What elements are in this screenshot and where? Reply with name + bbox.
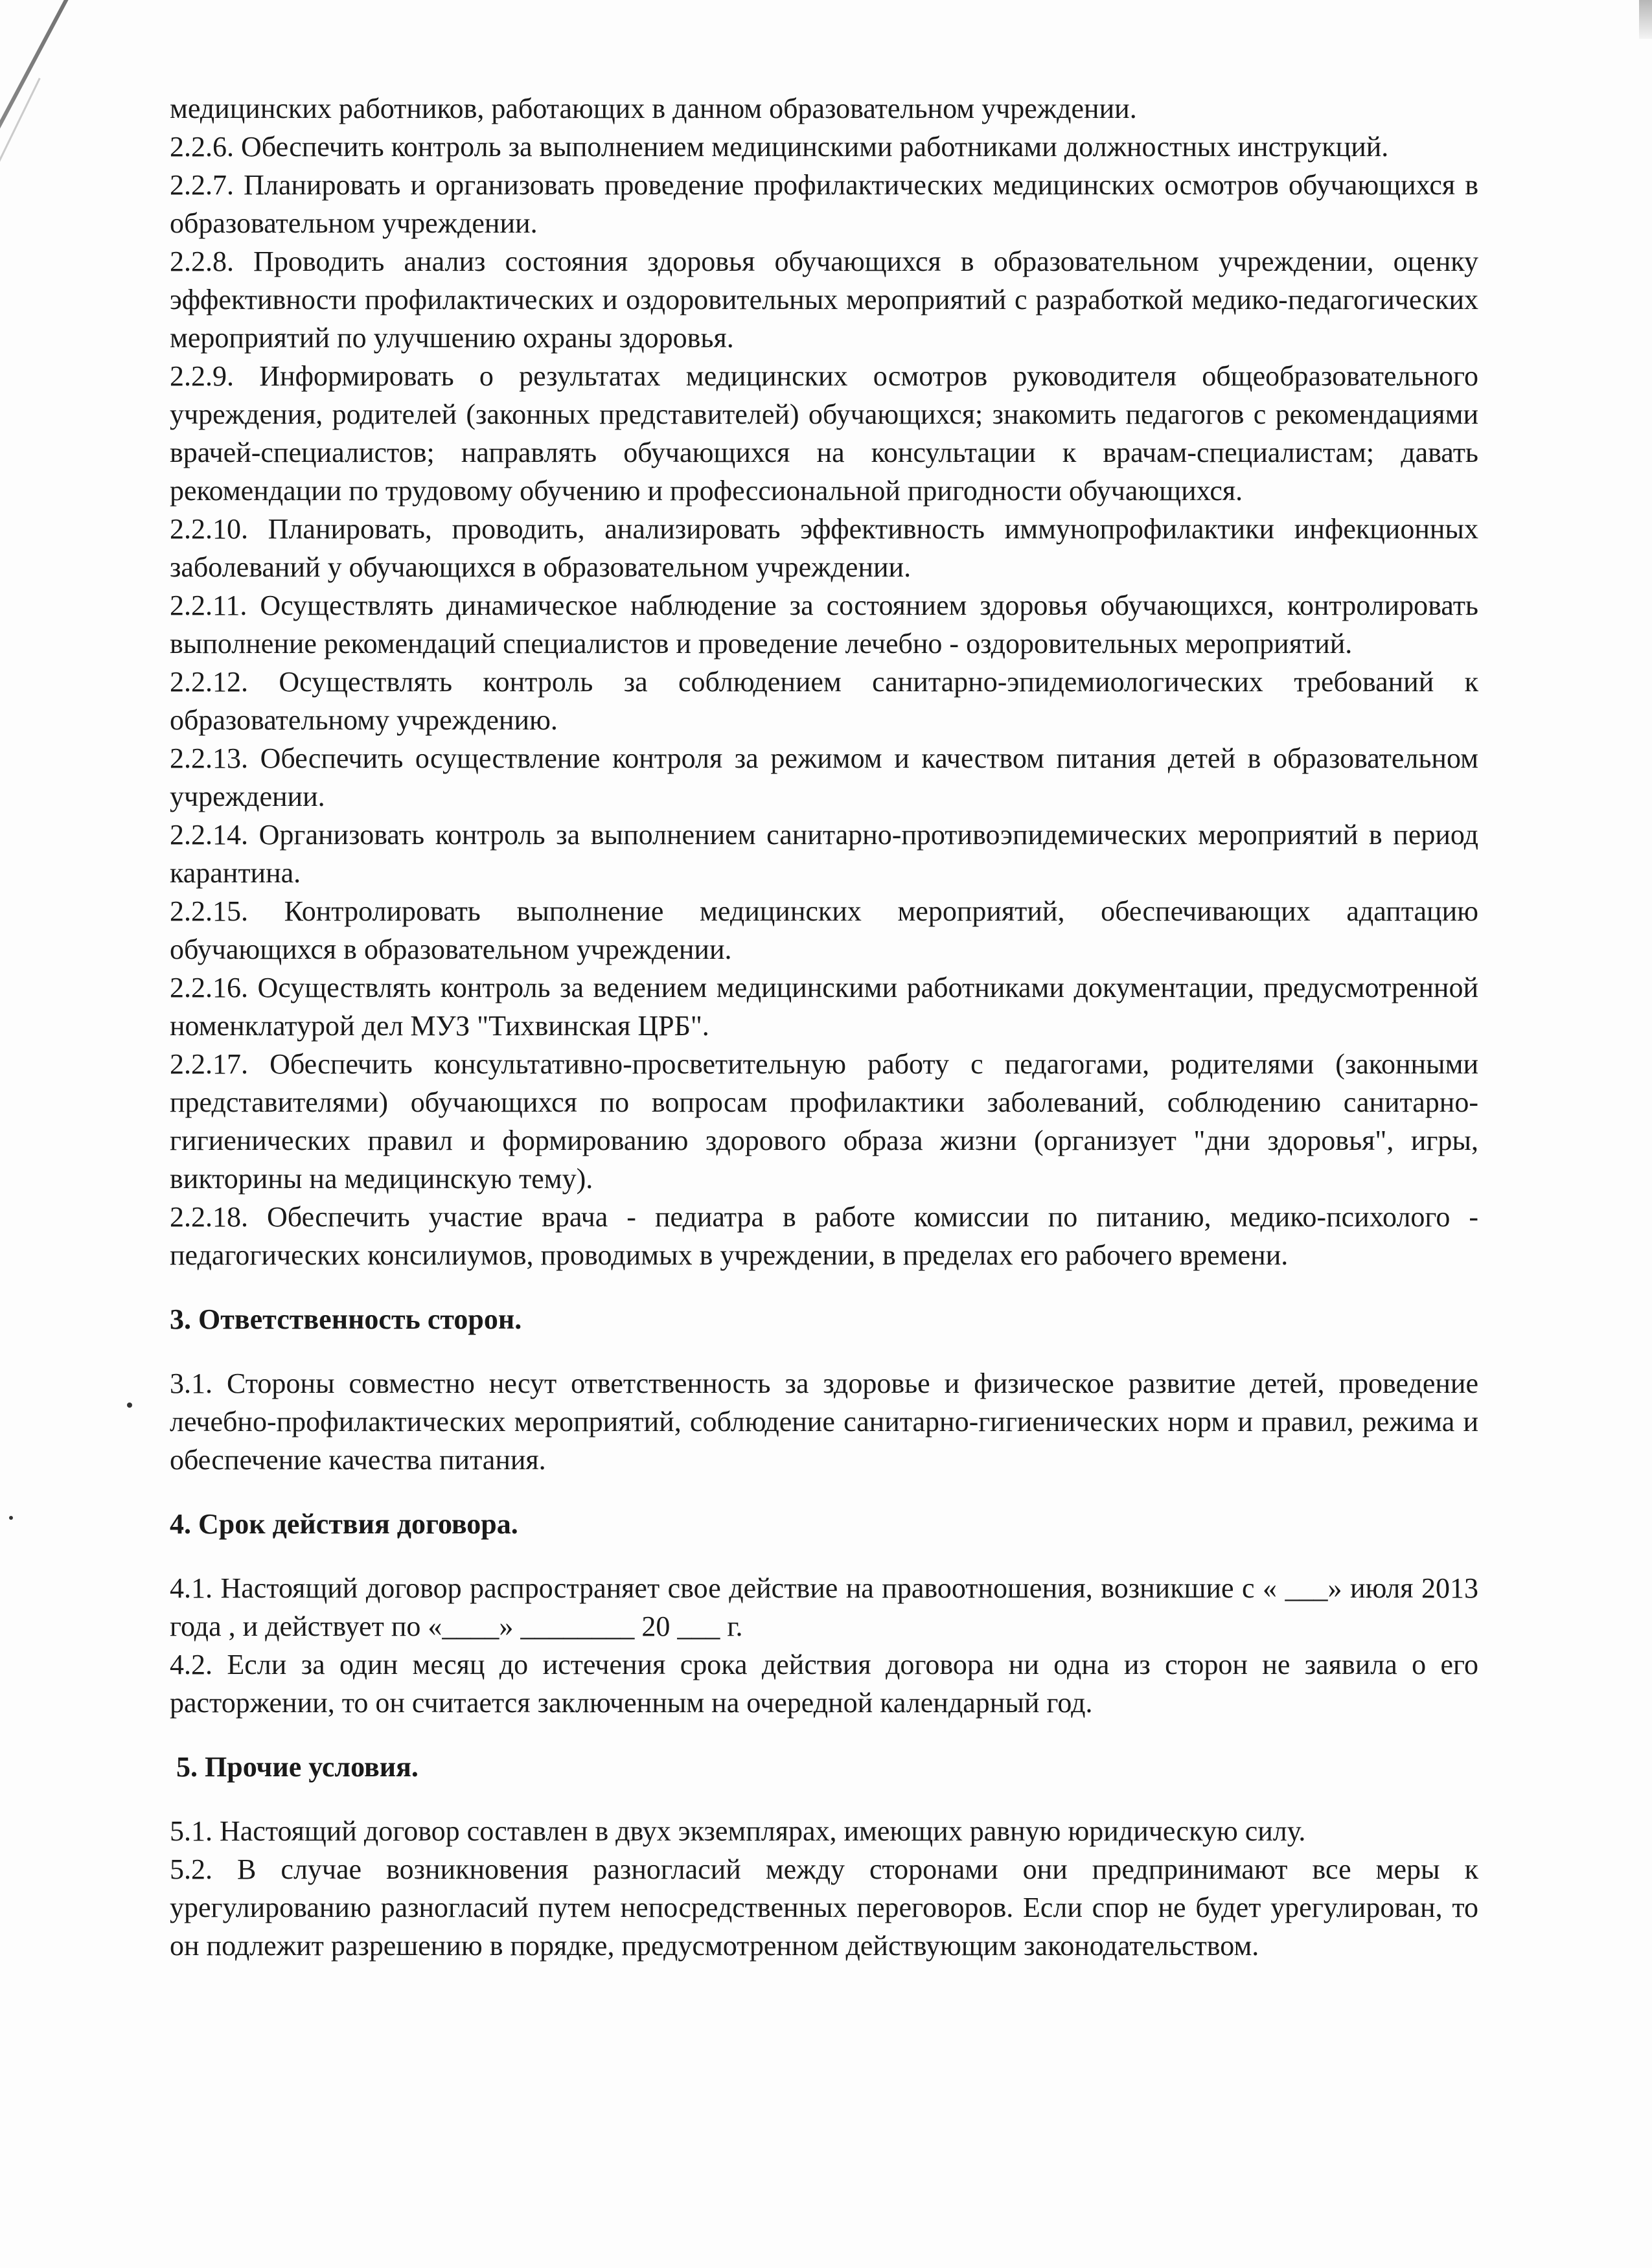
- paragraph: медицинских работников, работающих в данном образовательном учреждении.: [170, 93, 1137, 124]
- document-body: [170, 89, 1478, 1965]
- paragraph: 2.2.17. Обеспечить консультативно-просветительную работу с педагогами, родителями (законными представителями) обучающихся по вопросам профилактики заболеваний, соблюдению санитарно-гигиенических правил и формированию здорового образа жизни (организует "дни здоровья", игры, викторины на медицинскую тему).: [170, 1048, 1478, 1195]
- section-heading: 3. Ответственность сторон.: [170, 1303, 522, 1335]
- scan-speck: [9, 1516, 13, 1520]
- scan-speck: [127, 1403, 132, 1408]
- paragraph: 2.2.7. Планировать и организовать проведение профилактических медицинских осмотров обучающихся в образовательном учреждении.: [170, 169, 1478, 239]
- scan-artifact-right: [1639, 0, 1652, 39]
- section-heading: 5. Прочие условия.: [176, 1751, 419, 1783]
- paragraph: 3.1. Стороны совместно несут ответственность за здоровье и физическое развитие детей, проведение лечебно-профилактических мероприятий, соблюдение санитарно-гигиенических норм и правил, режима и обеспечение качества питания.: [170, 1368, 1478, 1476]
- paragraph: 2.2.9. Информировать о результатах медицинских осмотров руководителя общеобразовательного учреждения, родителей (законных представителей) обучающихся; знакомить педагогов с рекомендациями врачей-специалистов; направлять обучающихся на консультации к врачам-специалистам; давать рекомендации по трудовому обучению и профессиональной пригодности обучающихся.: [170, 360, 1478, 507]
- paragraph: 2.2.13. Обеспечить осуществление контроля за режимом и качеством питания детей в образовательном учреждении.: [170, 742, 1478, 812]
- paragraph: 5.1. Настоящий договор составлен в двух экземплярах, имеющих равную юридическую силу.: [170, 1815, 1306, 1847]
- paragraph: 4.2. Если за один месяц до истечения срока действия договора ни одна из сторон не заявила о его расторжении, то он считается заключенным на очередной календарный год.: [170, 1649, 1478, 1719]
- paragraph: 2.2.16. Осуществлять контроль за ведением медицинскими работниками документации, предусмотренной номенклатурой дел МУЗ "Тихвинская ЦРБ".: [170, 972, 1478, 1042]
- section-heading: 4. Срок действия договора.: [170, 1508, 518, 1540]
- paragraph: 2.2.18. Обеспечить участие врача - педиатра в работе комиссии по питанию, медико-психолого - педагогических консилиумов, проводимых в учреждении, в пределах его рабочего времени.: [170, 1201, 1478, 1271]
- paragraph: 4.1. Настоящий договор распространяет свое действие на правоотношения, возникшие с « ___» июля 2013 года , и действует по «____» ________ 20 ___ г.: [170, 1572, 1478, 1642]
- paragraph: 2.2.11. Осуществлять динамическое наблюдение за состоянием здоровья обучающихся, контролировать выполнение рекомендаций специалистов и проведение лечебно - оздоровительных мероприятий.: [170, 590, 1478, 659]
- paragraph: 2.2.8. Проводить анализ состояния здоровья обучающихся в образовательном учреждении, оценку эффективности профилактических и оздоровительных мероприятий с разработкой медико-педагогических мероприятий по улучшению охраны здоровья.: [170, 246, 1478, 354]
- paragraph: 2.2.15. Контролировать выполнение медицинских мероприятий, обеспечивающих адаптацию обучающихся в образовательном учреждении.: [170, 895, 1478, 965]
- paragraph: 2.2.12. Осуществлять контроль за соблюдением санитарно-эпидемиологических требований к образовательному учреждению.: [170, 666, 1478, 736]
- paragraph: 5.2. В случае возникновения разногласий между сторонами они предпринимают все меры к урегулированию разногласий путем непосредственных переговоров. Если спор не будет урегулирован, то он подлежит разрешению в порядке, предусмотренном действующим законодательством.: [170, 1853, 1478, 1962]
- paragraph: 2.2.6. Обеспечить контроль за выполнением медицинскими работниками должностных инструкций.: [170, 131, 1389, 163]
- paragraph: 2.2.14. Организовать контроль за выполнением санитарно-противоэпидемических мероприятий в период карантина.: [170, 819, 1478, 889]
- paragraph: 2.2.10. Планировать, проводить, анализировать эффективность иммунопрофилактики инфекционных заболеваний у обучающихся в образовательном учреждении.: [170, 513, 1478, 583]
